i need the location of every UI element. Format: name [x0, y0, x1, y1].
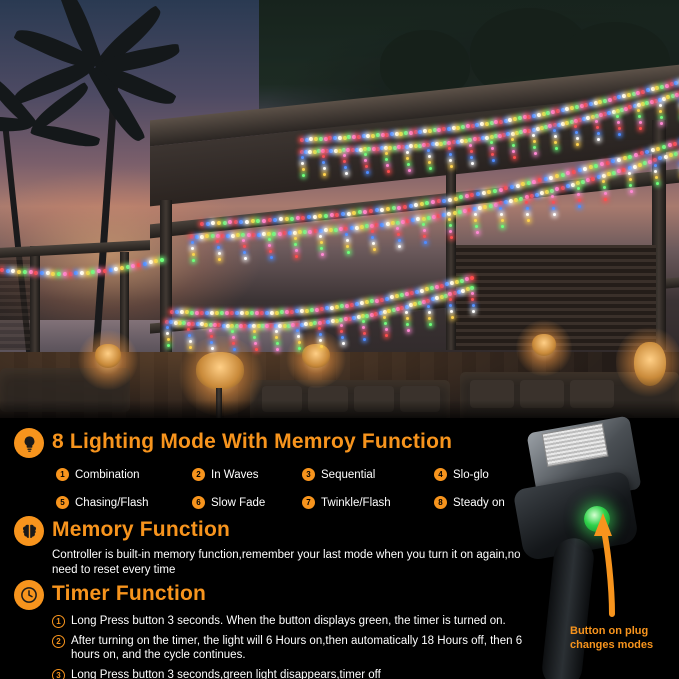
palm-frond [30, 120, 100, 152]
lantern [95, 344, 121, 368]
section-title-memory: Memory Function [52, 518, 231, 541]
rattan-lantern [196, 352, 244, 390]
mode-number-7: 7 [302, 496, 315, 509]
timer-step-number-2: 2 [52, 635, 65, 648]
timer-step-1 [52, 614, 552, 628]
memory-description: Controller is built-in memory function,remember your last mode when you turn it on again,no need to reset every time [52, 549, 521, 576]
mode-number-6: 6 [192, 496, 205, 509]
mode-item-3 [302, 468, 375, 481]
mode-label-8: Steady on [453, 496, 505, 509]
mode-label-6: Slow Fade [211, 496, 266, 509]
mode-label-7: Twinkle/Flash [321, 496, 391, 509]
pergola-post [446, 160, 456, 350]
mode-label-2: In Waves [211, 468, 259, 481]
callout-label: Button on plug changes modes [570, 625, 654, 651]
timer-step-3 [52, 668, 552, 679]
plug-controller [508, 418, 679, 679]
clock-icon [14, 580, 44, 610]
wall-slats [0, 250, 30, 350]
mode-number-4: 4 [434, 468, 447, 481]
pergola-post [160, 200, 172, 370]
timer-step-2 [52, 634, 552, 662]
mode-number-5: 5 [56, 496, 69, 509]
section-title-timer: Timer Function [52, 582, 207, 605]
timer-step-text-1: Long Press button 3 seconds. When the button displays green, the timer is turned on. [71, 615, 506, 627]
mode-label-3: Sequential [321, 468, 376, 481]
mode-number-1: 1 [56, 468, 69, 481]
mode-item-2 [192, 468, 259, 481]
timer-step-text-2: After turning on the timer, the light will 6 Hours on,then automatically 18 Hours off, then 6 hours on, and the cycle continues. [71, 635, 523, 661]
memory-icon [14, 516, 44, 546]
lantern [634, 342, 666, 386]
mode-item-5 [56, 496, 149, 509]
mode-item-4 [434, 468, 489, 481]
mode-label-5: Chasing/Flash [75, 496, 149, 509]
timer-step-number-1: 1 [52, 615, 65, 628]
mode-number-3: 3 [302, 468, 315, 481]
section-title-lighting: 8 Lighting Mode With Memroy Function [52, 430, 453, 453]
timer-step-text-3: Long Press button 3 seconds,green light disappears,timer off [71, 669, 381, 679]
lantern [532, 334, 556, 356]
pergola-post [30, 246, 40, 356]
lightbulb-icon [14, 428, 44, 458]
mode-item-8 [434, 496, 505, 509]
lantern [302, 344, 330, 368]
timer-step-number-3: 3 [52, 669, 65, 679]
mode-item-7 [302, 496, 391, 509]
mode-label-1: Combination [75, 468, 140, 481]
mode-item-6 [192, 496, 265, 509]
mode-number-8: 8 [434, 496, 447, 509]
mode-label-4: Slo-glo [453, 468, 489, 481]
mode-item-1 [56, 468, 140, 481]
mode-number-2: 2 [192, 468, 205, 481]
